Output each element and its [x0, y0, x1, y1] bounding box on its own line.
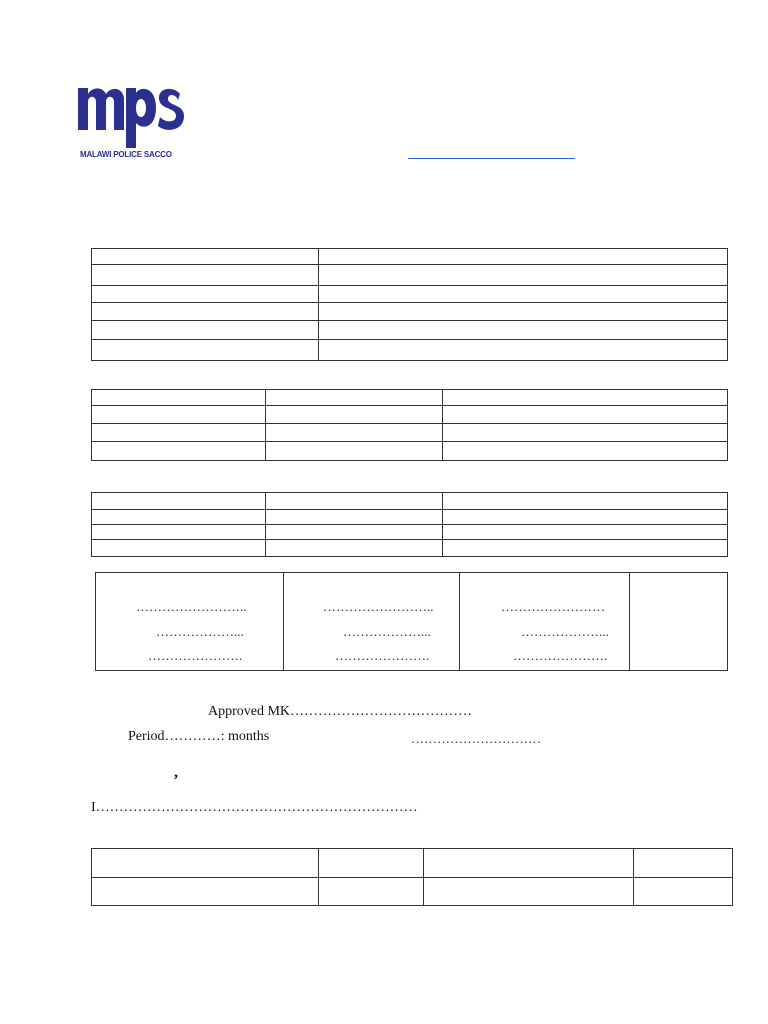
table-cell: [92, 493, 266, 510]
table-cell: [92, 849, 319, 878]
table-cell: [318, 321, 727, 340]
table-cell: [265, 390, 443, 406]
table-cell: [443, 493, 728, 510]
table-cell: [443, 525, 728, 540]
table-cell: [92, 442, 266, 461]
approved-amount-line: [208, 704, 472, 720]
table-row: [92, 525, 728, 540]
table-cell: [92, 540, 266, 557]
approved-label: Approved MK: [208, 704, 291, 719]
table-cell: [92, 424, 266, 442]
hyperlink-underline[interactable]: [408, 158, 575, 159]
table-row: [92, 286, 728, 303]
signature-dots: ……………………: [501, 599, 605, 614]
table-cell: [92, 265, 319, 286]
table-cell: [265, 442, 443, 461]
table-row: [92, 510, 728, 525]
table-row: [92, 321, 728, 340]
table-cell: [92, 878, 319, 906]
table-row: [92, 424, 728, 442]
table-cell: [92, 321, 319, 340]
table-cell: [443, 424, 728, 442]
member-details-table: [91, 248, 728, 361]
table-cell: [92, 525, 266, 540]
table-cell: [92, 390, 266, 406]
table-cell: [92, 249, 319, 265]
table-cell: [318, 249, 727, 265]
table-cell: [443, 406, 728, 424]
table-cell: [92, 510, 266, 525]
table-cell: [265, 493, 443, 510]
months-label: : months: [220, 729, 270, 744]
table-cell: [92, 286, 319, 303]
period-label: Period: [128, 729, 165, 744]
signature-dots: ……………………..: [136, 599, 247, 614]
signature-dots: ……………………..: [323, 599, 434, 614]
table-cell: [92, 406, 266, 424]
table-cell: [265, 406, 443, 424]
declaration-line: [91, 800, 418, 816]
table-cell: [318, 340, 727, 361]
table-cell: [630, 573, 728, 671]
signature-dots: ………………...: [343, 624, 431, 639]
table-cell: [424, 878, 634, 906]
comma-mark: ,: [174, 764, 178, 781]
signature-dots: ………………….: [513, 648, 608, 663]
table-cell: [318, 849, 424, 878]
table-cell: [443, 442, 728, 461]
signature-dots: ………………...: [156, 624, 244, 639]
table-row: [92, 249, 728, 265]
period-right-dots: …………………………: [411, 731, 541, 746]
mps-logo: [76, 80, 184, 164]
signature-dots: ………………….: [148, 648, 243, 663]
table-cell: [318, 303, 727, 321]
approved-dots: …………………………………: [290, 704, 473, 719]
logo-subtitle: MALAWI POLICE SACCO: [80, 150, 172, 159]
table-cell: [265, 525, 443, 540]
table-row: [92, 406, 728, 424]
period-line: [128, 729, 269, 745]
table-cell: [443, 510, 728, 525]
declaration-dots: ……………………………………………………………: [95, 800, 418, 815]
table-row: [92, 265, 728, 286]
table-row: [92, 878, 733, 906]
table-row: [92, 442, 728, 461]
signature-dots: ………………...: [521, 624, 609, 639]
loan-details-table: [91, 389, 728, 461]
declaration-prefix: I: [91, 800, 96, 815]
table-cell: [265, 540, 443, 557]
table-cell: [318, 286, 727, 303]
table-cell: [634, 849, 733, 878]
table-cell: [265, 510, 443, 525]
table-cell: [634, 878, 733, 906]
table-cell: [424, 849, 634, 878]
declaration-table: [91, 848, 733, 906]
table-cell: [443, 540, 728, 557]
table-cell: [318, 265, 727, 286]
table-row: [92, 390, 728, 406]
table-cell: [318, 878, 424, 906]
table-cell: [92, 340, 319, 361]
table-row: [92, 340, 728, 361]
guarantor-table: [91, 492, 728, 557]
signature-dots: ………………….: [335, 648, 430, 663]
table-row: [92, 493, 728, 510]
table-cell: [92, 303, 319, 321]
period-dots: …………: [164, 729, 221, 744]
table-row: [92, 540, 728, 557]
table-row: [92, 849, 733, 878]
table-row: [92, 303, 728, 321]
table-cell: [443, 390, 728, 406]
mps-logo-mark: [76, 80, 184, 150]
table-cell: [265, 424, 443, 442]
